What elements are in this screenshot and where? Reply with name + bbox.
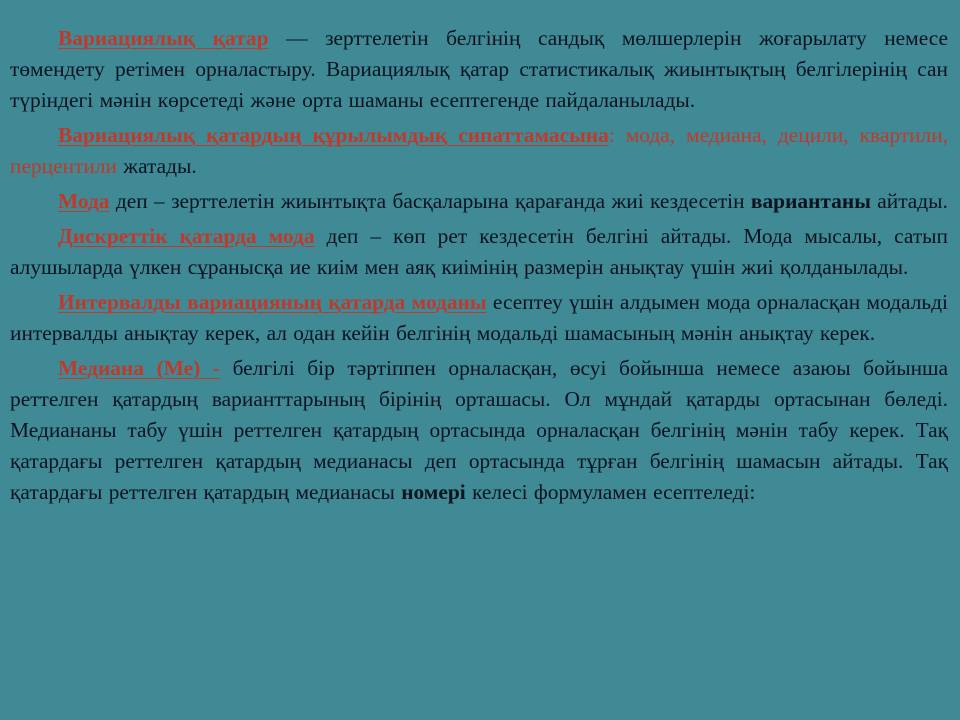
term-mode: Мода	[58, 189, 110, 213]
term-structural-characteristics: Вариациялық қатардың құрылымдық сипаттамасына	[58, 123, 609, 147]
bold-number: номері	[401, 480, 466, 504]
paragraph-structural-characteristics	[10, 120, 948, 182]
paragraph-interval-mode	[10, 287, 948, 349]
text: деп – көп рет кездесетін белгіні айтады. Мода мысалы, сатып алушыларда үлкен сұранысқа ие киім мен аяқ киімінің размерін анықтау үшін жиі қолданылады.	[10, 224, 949, 279]
term-discrete-mode: Дискреттік қатарда мода	[58, 224, 315, 248]
term-variation-series: Вариациялық қатар	[58, 26, 269, 50]
text: — зерттелетін белгінің сандық мөлшерлерін жоғарылату немесе төмендету ретімен орналастыру. Вариациялық қатар статистикалық жиынтықтың белгілерінің сан түріндегі мәнін көрсетеді және орта шаманы есептегенде пайдаланылады.	[10, 26, 948, 112]
text: жатады.	[116, 154, 197, 178]
text: белгілі бір тәртіппен орналасқан, өсуі бойынша немесе азаюы бойынша реттелген қатардың варианттарының бірінің орташасы. Ол мұндай қатарды ортасынан бөледі. Медиананы табу үшін реттелген қатардың ортасында орналасқан белгінің мәнін табу керек. Тақ қатардағы реттелген қатардың медианасы деп ортасында тұрған белгінің шамасын айтады. Тақ қатардағы реттелген қатардың медианасы	[10, 356, 948, 504]
term-interval-mode: Интервалды вариацияның қатарда моданы	[58, 290, 487, 314]
text: есептеу үшін алдымен мода орналасқан модальді интервалды анықтау керек, ал одан кейін белгінің модальді шамасының мәнін анықтау керек.	[10, 290, 948, 345]
text: деп – зерттелетін жиынтықта басқаларына қарағанда жиі кездесетін	[109, 189, 751, 213]
bold-variant: вариантаны	[750, 189, 871, 213]
paragraph-discrete-mode	[10, 221, 948, 283]
text: келесі формуламен есептеледі:	[465, 480, 756, 504]
text: айтады.	[870, 189, 948, 213]
term-median: Медиана (Ме) -	[58, 356, 220, 380]
paragraph-variation-series	[10, 23, 948, 116]
characteristics-list: : мода, медиана, децили, квартили, перцентили	[10, 123, 948, 178]
paragraph-mode	[10, 186, 948, 217]
paragraph-median	[10, 353, 948, 508]
